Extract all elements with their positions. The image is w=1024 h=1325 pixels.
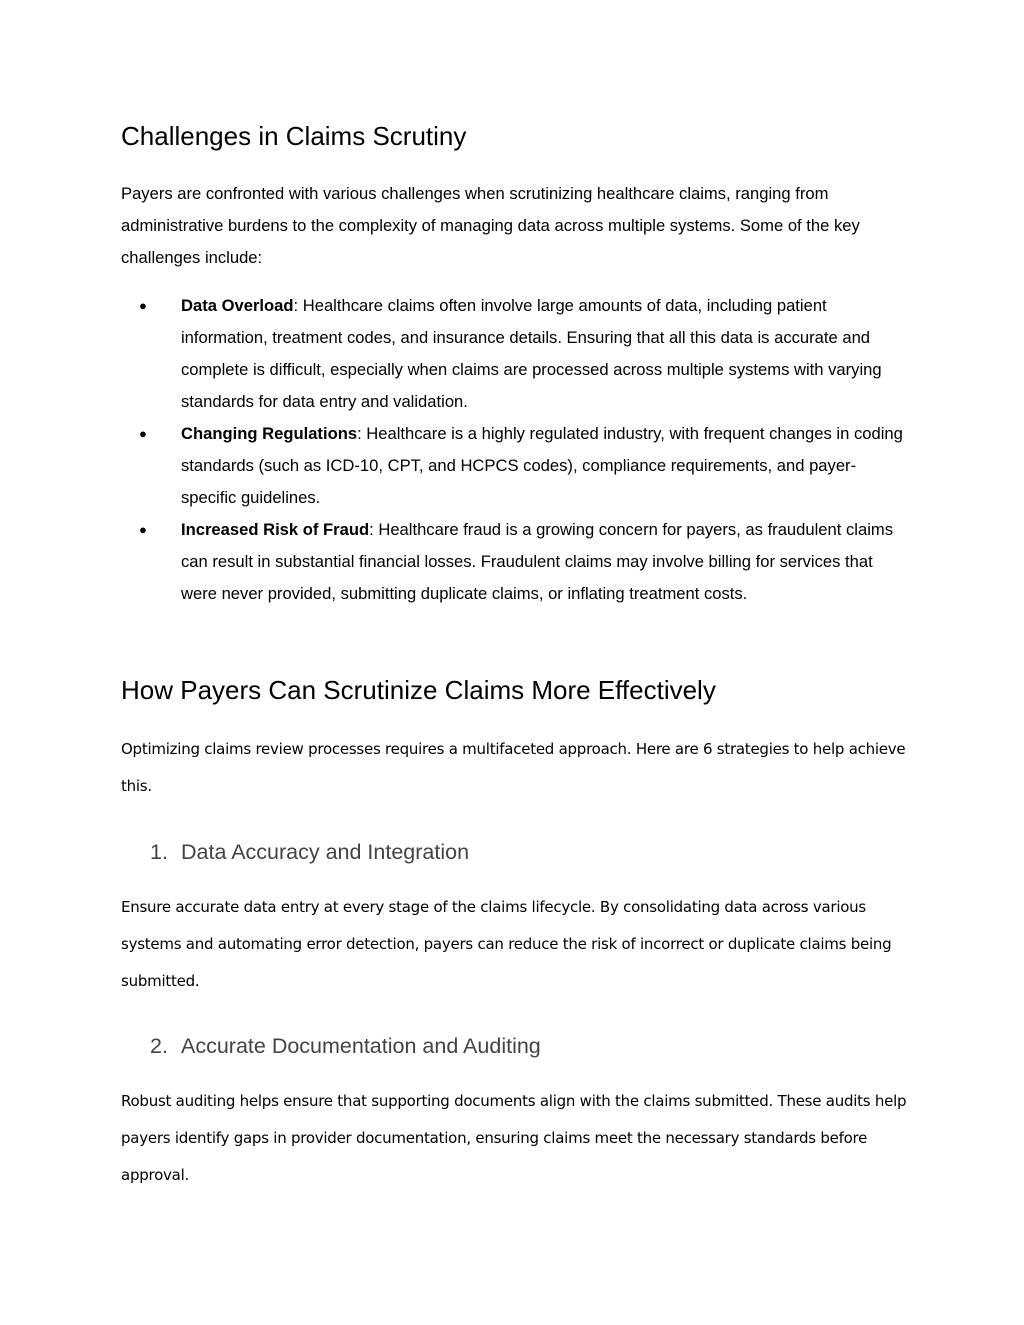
challenges-intro-paragraph: Payers are confronted with various challenges when scrutinizing healthcare claims, ranging from administrative burdens to the complexity of managing data across multiple systems. Some of the key challenges include: [121, 184, 860, 267]
bullet-icon: ● [139, 522, 147, 537]
strategy-title: Data Accuracy and Integration [181, 840, 470, 864]
bullet-text: : Healthcare is a highly regulated industry, with frequent changes in coding standards (such as ICD-10, CPT, and HCPCS codes), compliance requirements, and payer-specific guidelines. [181, 424, 903, 507]
list-item [121, 514, 911, 610]
bullet-term: Data Overload [181, 296, 294, 315]
strategy-title: Accurate Documentation and Auditing [181, 1034, 541, 1058]
strategy-number: 1. [150, 840, 168, 864]
list-item [121, 418, 911, 514]
bullet-icon: ● [139, 426, 147, 441]
section-heading-strategies: How Payers Can Scrutinize Claims More Effectively [121, 675, 716, 705]
strategy-heading-2 [150, 1032, 541, 1060]
list-item [121, 290, 911, 418]
strategy-body-2: Robust auditing helps ensure that supporting documents align with the claims submitted. These audits help payers identify gaps in provider documentation, ensuring claims meet the necessary standards before approval. [121, 1092, 907, 1184]
challenges-bullet-list [121, 290, 911, 610]
strategy-heading-1 [150, 838, 469, 866]
bullet-text: : Healthcare claims often involve large amounts of data, including patient information, treatment codes, and insurance details. Ensuring that all this data is accurate and complete is difficult, especially when claims are processed across multiple systems with varying standards for data entry and validation. [181, 296, 882, 411]
strategies-intro-paragraph: Optimizing claims review processes requires a multifaceted approach. Here are 6 strategies to help achieve this. [121, 740, 906, 795]
bullet-text: : Healthcare fraud is a growing concern for payers, as fraudulent claims can result in substantial financial losses. Fraudulent claims may involve billing for services that were never provided, submitting duplicate claims, or inflating treatment costs. [181, 520, 894, 603]
bullet-term: Increased Risk of Fraud [181, 520, 370, 539]
section-heading-challenges: Challenges in Claims Scrutiny [121, 121, 467, 151]
bullet-icon: ● [139, 298, 147, 313]
strategy-body-1: Ensure accurate data entry at every stage of the claims lifecycle. By consolidating data across various systems and automating error detection, payers can reduce the risk of incorrect or duplicate claims being submitted. [121, 898, 892, 990]
bullet-term: Changing Regulations [181, 424, 358, 443]
strategy-number: 2. [150, 1034, 168, 1058]
